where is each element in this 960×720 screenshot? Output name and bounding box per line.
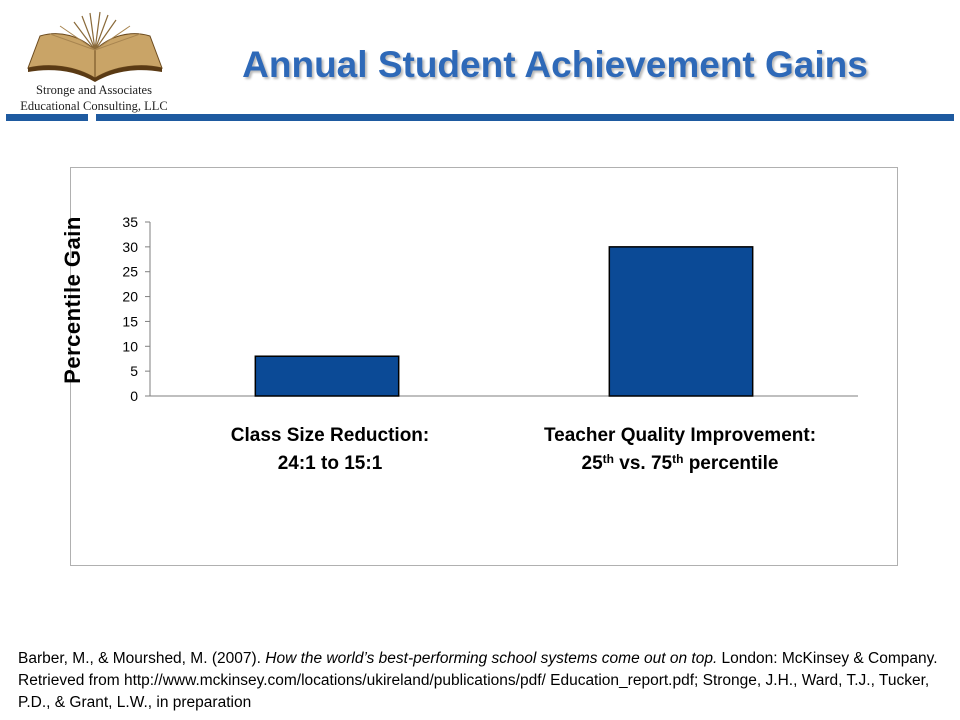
citation-authors: Barber, M., & Mourshed, M. (2007). [18, 650, 266, 667]
category-label-line2: 24:1 to 15:1 [277, 453, 383, 474]
citation-title: How the world’s best-performing school systems come out on top. [265, 650, 718, 667]
y-tick-label: 35 [122, 214, 138, 230]
percentile-25-value: 25 [581, 453, 603, 474]
citation-source: London: McKinsey & Company. Retrieved from http://www.mckinsey.com/locations/ukireland/publications/pdf/ Education_report.pdf; Stronge, J.H., Ward, T.J., Tucker, P.D., & Grant, L.W., in preparation [18, 650, 938, 711]
category-label-line2 [490, 450, 870, 478]
y-tick-label: 20 [122, 288, 138, 305]
percentile-word: percentile [683, 453, 779, 474]
y-tick-label: 10 [122, 338, 138, 355]
citation [18, 648, 948, 714]
y-tick-label: 30 [122, 238, 138, 255]
bar-teacher-quality-improvement [609, 247, 752, 396]
y-tick-label: 5 [130, 363, 138, 380]
category-label-teacher-quality [490, 422, 870, 478]
category-label-line1: Class Size Reduction: [230, 425, 430, 446]
logo-company-subtitle: Educational Consulting, LLC [20, 99, 168, 113]
logo-company-name: Stronge and Associates [36, 83, 152, 97]
category-label-class-size [170, 422, 490, 478]
y-tick-label: 15 [122, 313, 138, 330]
ordinal-suffix: th [672, 452, 684, 466]
percentile-75-value: vs. 75 [613, 453, 673, 474]
y-axis-label-text: Percentile Gain [60, 216, 85, 384]
slide-title: Annual Student Achievement Gains [242, 44, 868, 85]
bar-class-size-reduction [255, 356, 398, 396]
category-label-line1: Teacher Quality Improvement: [543, 425, 817, 446]
ordinal-suffix: th [602, 452, 614, 466]
y-tick-label: 25 [122, 263, 138, 280]
y-axis-label [60, 185, 86, 415]
y-tick-label: 0 [130, 388, 138, 404]
